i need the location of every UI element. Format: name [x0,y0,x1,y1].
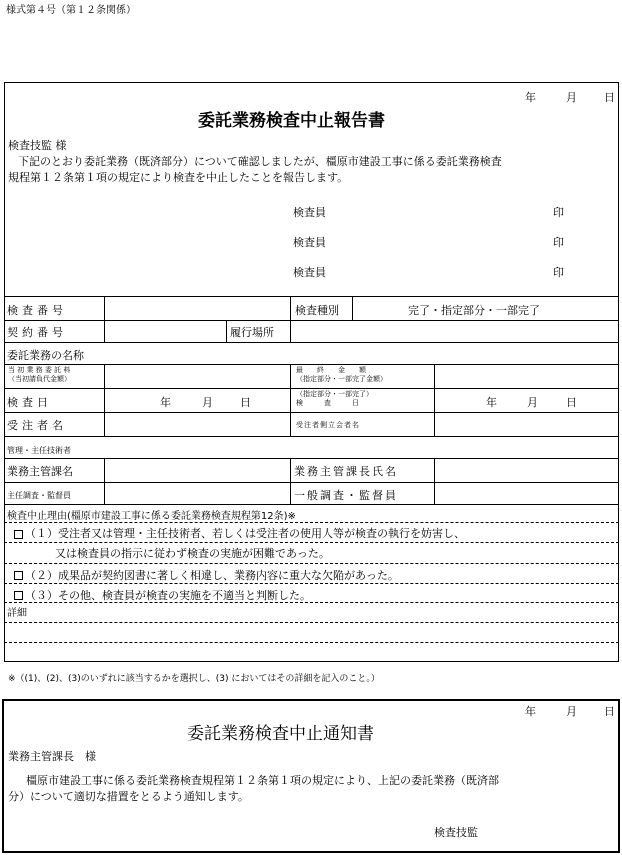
inspector-seal-2: 印 [553,236,564,249]
reason-3-checkbox[interactable] [14,591,23,600]
inspector-seal-1: 印 [553,206,564,219]
inspector-seal-3: 印 [553,266,564,279]
report-body-line1: 下記のとおり委託業務（既済部分）について確認しましたが、橿原市建設工事に係る委託業務検査 [18,155,502,168]
reason-header: 検査中止理由(橿原市建設工事に係る委託業務検査規程第12条)※ [7,511,296,522]
date2-month: 月 [527,396,538,409]
inspector-label-1: 検査員 [293,206,326,219]
date-month: 月 [202,396,213,409]
reason-1-line1: （１）受注者又は管理・主任技術者、若しくは受注者の使用人等が検査の執行を妨害し、 [25,527,465,540]
label-work-name: 委託業務の名称 [7,349,84,362]
date-year: 年 [160,396,171,409]
label-final-amount-1: 最 終 金 額 [296,366,366,374]
report-date-day: 日 [604,91,615,104]
notice-signer: 検査技監 [434,826,478,839]
label-section-chief: 業務主管課名 [7,465,73,478]
report-title: 委託業務検査中止報告書 [198,111,385,131]
label-location: 履行場所 [230,326,274,339]
label-partial-date-1: （指定部分・一部完了） [296,390,373,398]
report-date-year: 年 [525,91,536,104]
reason-1-checkbox[interactable] [14,530,23,539]
report-addressee: 検査技監 様 [8,139,67,152]
report-date-month: 月 [566,91,577,104]
date-day: 日 [240,396,251,409]
label-manager-engineer: 管理・主任技術者 [7,446,71,455]
label-contractor: 受注者名 [7,419,67,432]
label-contractor-witness: 受注者側立会者名 [296,421,360,429]
label-inspection-type: 検査種別 [295,304,339,317]
reason-2-line1: （２）成果品が契約図書に著しく相違し、業務内容に重大な欠陥があった。 [25,569,399,582]
notice-date-year: 年 [525,705,536,718]
notice-body-line2: 分）について適切な措置をとるよう通知します。 [8,790,249,803]
notice-date-day: 日 [604,705,615,718]
footnote: ※（(1)、(2)、(3)のいずれに該当するかを選択し、(3) においてはその詳細を記入のこと。） [8,674,380,684]
form-number: 様式第４号（第１２条関係） [6,5,136,16]
label-initial-fee-1: 当 初 業 務 委 託 料 [8,366,71,374]
inspection-type-options: 完了・指定部分・一部完了 [408,304,540,317]
inspector-label-2: 検査員 [293,236,326,249]
notice-addressee: 業務主管課長 様 [8,750,96,763]
notice-body-line1: 橿原市建設工事に係る委託業務検査規程第１２条第１項の規定により、上記の委託業務（既済部 [26,774,499,787]
label-partial-date-2: 検 査 日 [296,399,359,407]
date2-year: 年 [486,396,497,409]
date2-day: 日 [566,396,577,409]
label-contract-no: 契約番号 [7,326,67,339]
notice-title: 委託業務検査中止通知書 [187,724,374,744]
inspector-label-3: 検査員 [293,266,326,279]
reason-1-line2: 又は検査員の指示に従わず検査の実施が困難であった。 [55,547,330,560]
label-section-head-name: 業務主管課長氏名 [294,465,398,478]
label-inspection-date: 検査日 [7,396,52,409]
label-initial-fee-2: （当初請負代金額） [8,375,71,383]
label-general-supervisor: 一般調査・監督員 [294,489,398,502]
reason-3-line1: （３）その他、検査員が検査の実施を不適当と判断した。 [25,589,311,602]
label-final-amount-2: （指定部分・一部完了金額） [296,375,387,383]
report-body-line2: 規程第１２条第１項の規定により検査を中止したことを報告します。 [8,171,349,184]
label-chief-supervisor: 主任調査・監督員 [7,491,71,500]
notice-date-month: 月 [566,705,577,718]
detail-label: 詳細 [7,608,27,619]
label-inspection-no: 検査番号 [7,304,67,317]
reason-2-checkbox[interactable] [14,571,23,580]
